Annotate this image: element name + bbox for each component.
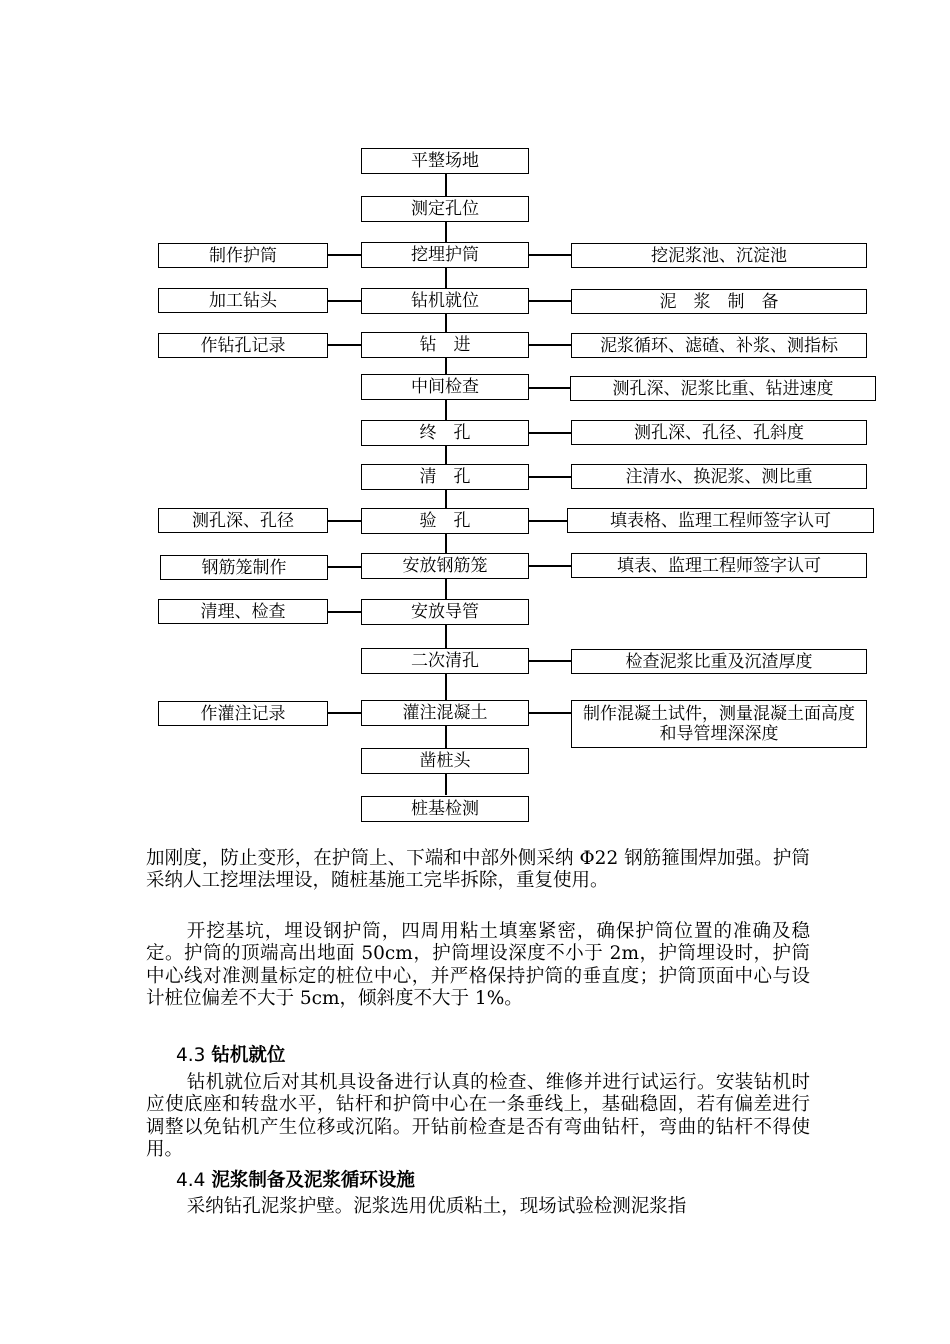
right-water-change: 注清水、换泥浆、测比重	[571, 464, 867, 489]
connector-left-r3	[328, 300, 361, 302]
paragraph-mud-wall: 采纳钻孔泥浆护壁。泥浆选用优质粘土，现场试验检测泥浆指	[186, 1196, 687, 1217]
connector-right-r11	[529, 660, 571, 662]
left-process-bit: 加工钻头	[158, 288, 328, 313]
heading-number: 4.4	[176, 1170, 206, 1191]
step-locate-hole: 测定孔位	[361, 196, 529, 222]
connector-right-r3	[529, 300, 571, 302]
step-place-cage: 安放钢筋笼	[361, 553, 529, 579]
step-clean-hole: 清 孔	[361, 464, 529, 490]
right-fill-approve: 填表、监理工程师签字认可	[571, 553, 867, 578]
connector-right-r2	[529, 254, 571, 256]
paragraph-rig-check: 钻机就位后对其机具设备进行认真的检查、维修并进行试运行。安装钻机时应使底座和转盘水平，钻杆和护筒中心在一条垂线上，基础稳固，若有偏差进行调整以免钻机产生位移或沉陷。开钻前检查是否有弯曲钻杆，弯曲的钻杆不得使用。	[146, 1072, 810, 1161]
right-mud-cycle: 泥浆循环、滤碴、补浆、测指标	[571, 333, 867, 358]
step-place-tremie: 安放导管	[361, 599, 529, 625]
right-measure-incline: 测孔深、孔径、孔斜度	[571, 420, 867, 445]
paragraph-casing-reinforce: 加刚度，防止变形，在护筒上、下端和中部外侧采纳 Φ22 钢筋箍围焊加强。护筒采纳人工挖埋法埋设，随桩基施工完毕拆除，重复使用。	[146, 848, 810, 892]
heading-rig-position	[176, 1045, 285, 1067]
connector-left-r2	[328, 254, 361, 256]
right-measure-drill: 测孔深、泥浆比重、钻进速度	[570, 376, 876, 401]
step-second-clean: 二次清孔	[361, 648, 529, 674]
right-mud-prep: 泥 浆 制 备	[571, 289, 867, 314]
connector-left-r10	[328, 611, 361, 613]
left-measure-depth: 测孔深、孔径	[158, 508, 328, 533]
connector-left-r4	[328, 344, 361, 346]
step-pour-concrete: 灌注混凝土	[361, 700, 529, 726]
step-chisel-pile-head: 凿桩头	[361, 748, 529, 774]
left-pour-record: 作灌注记录	[158, 701, 328, 726]
connector-right-r7	[529, 476, 571, 478]
heading-title: 钻机就位	[211, 1045, 286, 1066]
left-make-cage: 钢筋笼制作	[160, 555, 328, 580]
connector-right-r12	[529, 712, 571, 714]
step-position-rig: 钻机就位	[361, 288, 529, 314]
step-pile-testing: 桩基检测	[361, 796, 529, 822]
step-drilling: 钻 进	[361, 332, 529, 358]
connector-right-r5	[529, 387, 570, 389]
connector-left-r8	[328, 520, 361, 522]
step-final-hole: 终 孔	[361, 420, 529, 446]
right-fill-form: 填表格、监理工程师签字认可	[567, 508, 874, 533]
connector-right-r8	[529, 520, 567, 522]
step-bury-casing: 挖埋护筒	[361, 242, 529, 268]
heading-number: 4.3	[176, 1045, 206, 1066]
step-mid-check: 中间检查	[361, 374, 529, 400]
connector-right-r4	[529, 344, 571, 346]
step-level-site: 平整场地	[361, 148, 529, 174]
paragraph-casing-install: 开挖基坑，埋设钢护筒，四周用粘土填塞紧密，确保护筒位置的准确及稳定。护筒的顶端高出地面 50cm，护筒埋设深度不小于 2m，护筒埋设时，护筒中心线对准测量标定的桩位中心，并严格保持护筒的垂直度；护筒顶面中心与设计桩位偏差不大于 5cm，倾斜度不大于 1%。	[146, 921, 810, 1010]
left-make-casing: 制作护筒	[158, 243, 328, 268]
right-check-sediment: 检查泥浆比重及沉渣厚度	[571, 649, 867, 674]
left-drill-record: 作钻孔记录	[158, 333, 328, 358]
step-inspect-hole: 验 孔	[361, 508, 529, 534]
left-clean-check: 清理、检查	[158, 599, 328, 624]
heading-title: 泥浆制备及泥浆循环设施	[211, 1170, 415, 1191]
right-dig-pits: 挖泥浆池、沉淀池	[571, 243, 867, 268]
connector-left-r12	[328, 712, 361, 714]
heading-mud-prep	[176, 1170, 415, 1192]
connector-left-r9	[328, 566, 361, 568]
connector-right-r9	[529, 565, 571, 567]
right-concrete-sample: 制作混凝土试件，测量混凝土面高度和导管埋深深度	[571, 700, 867, 748]
connector-right-r6	[529, 432, 571, 434]
